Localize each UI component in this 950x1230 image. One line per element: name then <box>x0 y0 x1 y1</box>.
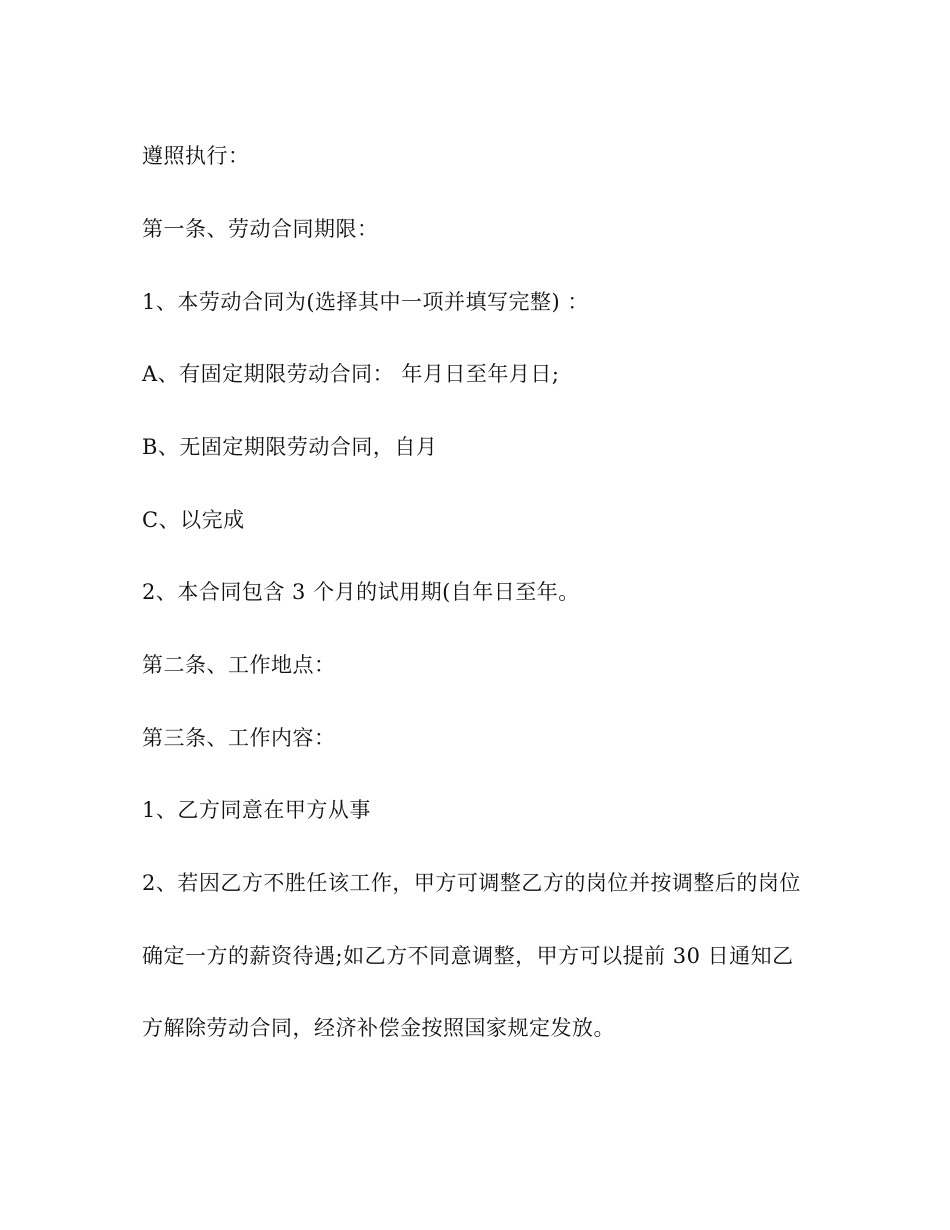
article-2-heading: 第二条、工作地点： <box>142 653 336 677</box>
article-3-clause-2-line-2: 确定一方的薪资待遇;如乙方不同意调整，甲方可以提前 30 日通知乙 <box>142 944 794 968</box>
article-1-option-c: C、以完成 <box>142 508 245 532</box>
article-3-heading: 第三条、工作内容： <box>142 726 336 750</box>
article-3-clause-1: 1、乙方同意在甲方从事 <box>142 798 371 822</box>
article-1-clause-2: 2、本合同包含 3 个月的试用期(自年日至年。 <box>142 580 580 604</box>
article-3-clause-2-line-1: 2、若因乙方不胜任该工作，甲方可调整乙方的岗位并按调整后的岗位 <box>142 871 801 895</box>
text-line-compliance: 遵照执行： <box>142 144 250 168</box>
article-1-option-a: A、有固定期限劳动合同： 年月日至年月日; <box>142 362 560 386</box>
article-1-option-b: B、无固定期限劳动合同，自月 <box>142 435 438 459</box>
article-3-clause-2-line-3: 方解除劳动合同，经济补偿金按照国家规定发放。 <box>142 1016 615 1040</box>
article-1-heading: 第一条、劳动合同期限： <box>142 217 379 241</box>
article-1-clause-1: 1、本劳动合同为(选择其中一项并填写完整) ： <box>142 290 589 314</box>
